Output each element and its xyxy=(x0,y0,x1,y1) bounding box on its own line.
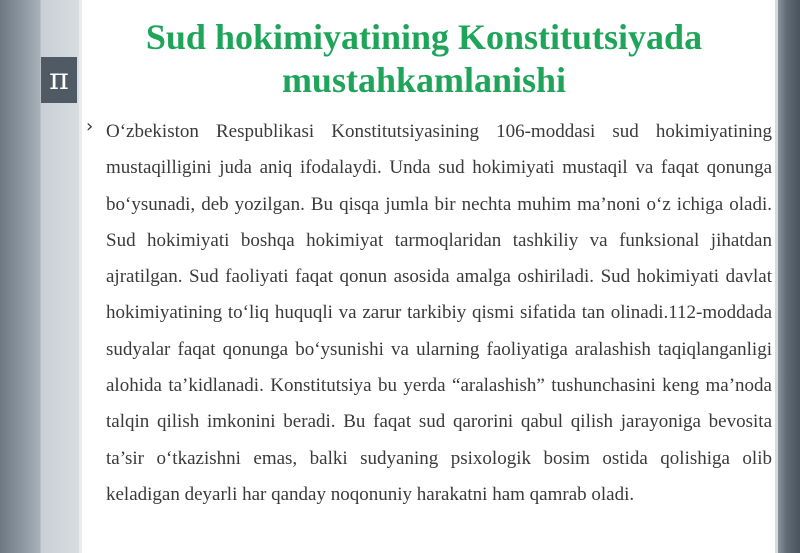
left-edge-line xyxy=(79,0,82,553)
body-paragraph: O‘zbekiston Respublikasi Konstitutsiyasining 106-moddasi sud hokimiyatining mustaqilligini juda aniq ifodalaydi. Unda sud hokimiyati mustaqil va faqat qonunga bo‘ysunadi, deb yozilgan. Bu qisqa jumla bir nechta muhim ma’noni o‘z ichiga oladi. Sud hokimiyati boshqa hokimiyat tarmoqlaridan tashkiliy va funksional jihatdan ajratilgan. Sud faoliyati faqat qonun asosida amalga oshiriladi. Sud hokimiyati davlat hokimiyatining to‘liq huquqli va zarur tarkibiy qismi sifatida tan olinadi.112-moddada sudyalar faqat qonunga bo‘ysunishi va ularning faoliyatiga aralashish taqiqlanganligi alohida ta’kidlanadi. Konstitutsiya bu yerda “aralashish” tushunchasini keng ma’noda talqin qilish imkonini beradi. Bu faqat sud qarorini qabul qilish jarayoniga bevosita ta’sir o‘tkazishni emas, balki sudyaning psixologik bosim ostida qolishiga olib keladigan deyarli har qanday noqonuniy harakatni ham qamrab oladi. xyxy=(106,121,772,505)
pi-icon: π xyxy=(41,57,77,103)
left-decorative-band xyxy=(0,0,40,553)
slide-title: Sud hokimiyatining Konstitutsiyada mustahkamlanishi xyxy=(145,17,703,100)
right-decorative-band xyxy=(778,0,800,553)
slide-content xyxy=(86,114,772,513)
bullet-marker: › xyxy=(86,116,94,137)
